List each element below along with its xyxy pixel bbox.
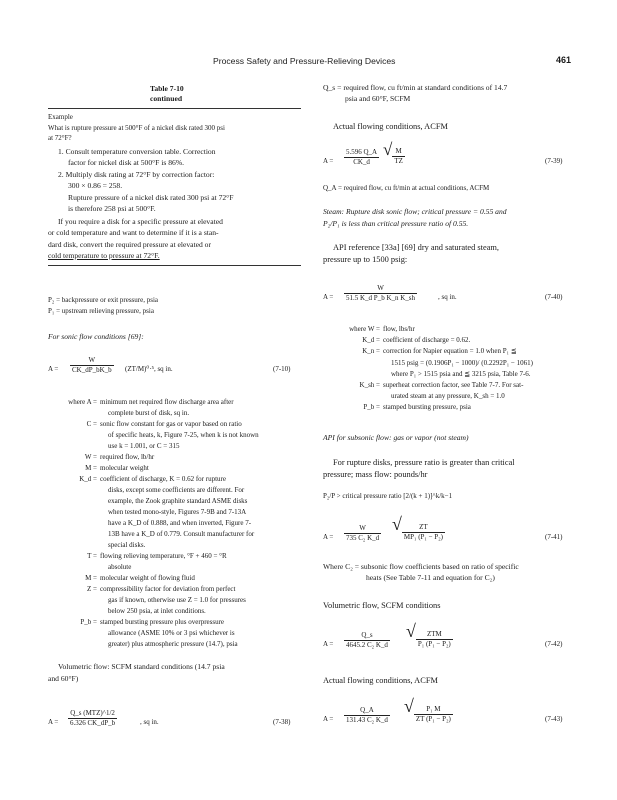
eq-7-38-denominator: 6.326 CK_dP_b (70, 719, 116, 728)
eq-7-39-number: (7-39) (545, 157, 563, 165)
eq-7-40-lhs: A = (323, 293, 334, 301)
eq-7-41-lhs: A = (323, 533, 334, 541)
eq-7-42-root-den: P₁ (P₁ − P₂) (417, 640, 451, 649)
running-header-title: Process Safety and Pressure-Relieving Devices (213, 56, 396, 66)
eq-7-38-lhs: A = (48, 718, 59, 726)
eq-7-39-root-den: TZ (394, 157, 403, 166)
critical-ratio-line: P₂/P > critical pressure ratio [2/(k + 1)]^k/k−1 (323, 492, 453, 500)
c2-definition-2: heats (See Table 7-11 and equation for C₂) (366, 573, 495, 582)
eq-7-10-numerator: W (70, 356, 114, 366)
left-where-term: where A = (68, 398, 97, 406)
eq-7-43-root: √ $\frac{\text{P₁ M}}{\text{ZT (P₁ − P₂)}}$ (404, 696, 451, 724)
volumetric-scfm-heading: Volumetric flow, SCFM conditions (323, 601, 441, 610)
note-3: dard disk, convert the required pressure at elevated or (48, 240, 211, 249)
steam-note-1: Steam: Rupture disk sonic flow; critical pressure = 0.55 and (323, 207, 507, 216)
eq-7-42-fraction (344, 631, 390, 651)
eq-7-42-number: (7-42) (545, 640, 563, 648)
right-where-definition: 1515 psig = (0.1906P₁ − 1000)/ (0.2292P₁ − 1061) (391, 358, 533, 367)
c2-definition-1: Where C₂ = subsonic flow coefficients based on ratio of specific (323, 562, 519, 571)
eq-7-42-numerator: Q_s (344, 631, 390, 641)
qs-definition-1: Q_s = required flow, cu ft/min at standard conditions of 14.7 (323, 83, 508, 92)
left-where-definition: stamped bursting pressure plus overpressure (100, 618, 225, 626)
eq-7-10-lhs: A = (48, 365, 59, 373)
page-number: 461 (556, 55, 572, 65)
right-where-definition: flow, lbs/hr (383, 325, 415, 333)
right-where-definition: stamped bursting pressure, psia (383, 403, 471, 412)
right-where-definition: superheat correction factor, see Table 7-7. For sat- (383, 381, 524, 389)
eq-7-41-number: (7-41) (545, 533, 563, 541)
eq-7-10-denominator: CK_dP_bK_b (72, 366, 112, 375)
api-reference-2: pressure up to 1500 psig: (323, 255, 408, 264)
right-where-list (323, 325, 583, 420)
left-where-definition: use k = 1.001, or C = 315 (108, 442, 180, 450)
left-where-definition: molecular weight of flowing fluid (100, 574, 195, 582)
left-where-definition: flowing relieving temperature, °F + 460 = °R (100, 552, 227, 560)
right-where-definition: where P₁ > 1515 psia and ≦ 3215 psia, Table 7-6. (391, 369, 531, 378)
step-2a: 2. Multiply disk rating at 72°F by correction factor: (58, 170, 215, 179)
note-4: cold temperature to pressure at 72°F. (48, 251, 160, 260)
table-subtitle: continued (150, 94, 183, 103)
left-where-definition: when tested mono-style, Figures 7-9B and 7-13A (108, 508, 247, 516)
right-where-term: where W = (349, 325, 380, 333)
left-where-term: Z = (87, 585, 97, 593)
left-where-term: M = (85, 464, 97, 472)
steam-note-2: P₂/P₁ is less than critical pressure ratio of 0.55. (323, 219, 469, 228)
eq-7-42-lhs: A = (323, 640, 334, 648)
left-where-definition: sonic flow constant for gas or vapor based on ratio (100, 420, 242, 428)
left-where-definition: allowance (ASME 10% or 3 psi whichever is (108, 629, 235, 637)
eq-7-39-root: √ $\frac{M}{TZ}$ (383, 140, 403, 166)
p1-definition: P₁ = upstream relieving pressure, psia (48, 307, 154, 315)
note-2: or cold temperature and want to determine if it is a stan- (48, 228, 219, 237)
right-where-term: K_d = (362, 336, 380, 345)
right-where-term: P_b = (363, 403, 380, 412)
eq-7-41-numerator: W (344, 524, 381, 534)
eq-7-41-root-num: ZT (402, 523, 445, 533)
eq-7-42-root-num: ZTM (416, 630, 453, 640)
eq-7-39-numerator: 5.596 Q_A (344, 148, 379, 158)
subsonic-text-1: For rupture disks, pressure ratio is greater than critical (333, 458, 515, 467)
left-where-term: M = (85, 574, 97, 582)
example-label: Example (48, 113, 73, 121)
left-where-definition: compressibility factor for deviation from perfect (100, 585, 236, 593)
eq-7-43-lhs: A = (323, 715, 334, 723)
eq-7-40-number: (7-40) (545, 293, 563, 301)
left-where-definition: molecular weight (100, 464, 149, 472)
subsonic-text-2: pressure; mass flow: pounds/hr (323, 470, 428, 479)
left-where-definition: 13B have a K_D of 0.779. Consult manufacturer for (108, 530, 255, 538)
api-reference-1: API reference [33a] [69] dry and saturated steam, (333, 243, 500, 252)
qs-definition-2: psia and 60°F, SCFM (345, 94, 411, 103)
left-where-definition: minimum net required flow discharge area after (100, 398, 234, 406)
left-where-term: K_d = (79, 475, 97, 483)
left-where-term: C = (86, 420, 97, 428)
left-where-definition: special disks. (108, 541, 146, 549)
eq-7-41-root-den: MP₁ (P₁ − P₂) (403, 533, 443, 542)
subsonic-heading: API for subsonic flow: gas or vapor (not steam) (323, 433, 469, 442)
left-where-definition: gas if known, otherwise use Z = 1.0 for pressures (108, 596, 246, 604)
eq-7-43-root-num: P₁ M (414, 705, 453, 715)
left-where-definition: below 250 psia, at inlet conditions. (108, 607, 206, 615)
eq-7-43-numerator: Q_A (344, 706, 390, 716)
left-where-definition: required flow, lb/hr (100, 453, 155, 461)
p2-definition: P₂ = backpressure or exit pressure, psia (48, 296, 158, 304)
step-3a: Rupture pressure of a nickel disk rated 300 psi at 72°F (68, 193, 234, 202)
table-title: Table 7-10 (150, 84, 184, 93)
eq-7-39-lhs: A = (323, 157, 334, 165)
left-where-definition: coefficient of discharge, K = 0.62 for rupture (100, 475, 226, 483)
eq-7-43-fraction (344, 706, 390, 726)
left-where-term: P_b = (80, 618, 97, 626)
right-where-term: K_n = (362, 347, 380, 356)
note-1: If you require a disk for a specific pressure at elevated (58, 217, 223, 226)
eq-7-39-fraction (344, 148, 379, 168)
eq-7-39-root-num: M (392, 147, 405, 157)
left-where-definition: greater) plus atmospheric pressure (14.7), psia (108, 640, 238, 648)
left-where-definition: absolute (108, 563, 132, 571)
eq-7-38-numerator: Q_s (MTZ)^1/2 (68, 709, 117, 719)
right-where-definition: correction for Napier equation = 1.0 when P₁ ≦ (383, 347, 517, 356)
right-where-definition: urated steam at any pressure, K_sh = 1.0 (391, 392, 505, 401)
right-where-definition: coefficient of discharge = 0.62. (383, 336, 471, 345)
step-2b: 300 × 0.86 = 258. (68, 181, 123, 190)
eq-7-38-rest: , sq in. (140, 718, 159, 726)
eq-7-41-denominator: 735 C₂ K_d (346, 534, 380, 543)
eq-7-40-rest: , sq in. (438, 293, 457, 301)
left-where-term: W = (84, 453, 97, 461)
step-3b: is therefore 258 psi at 500°F. (68, 204, 156, 213)
eq-7-38-number: (7-38) (273, 718, 291, 726)
eq-7-42-root: √ $\frac{\text{ZTM}}{\text{P₁ (P₁ − P₂)}}$ (406, 621, 451, 649)
qa-definition: Q_A = required flow, cu ft/min at actual conditions, ACFM (323, 184, 490, 192)
step-1a: 1. Consult temperature conversion table. Correction (58, 147, 216, 156)
eq-7-41-fraction (344, 524, 381, 544)
volumetric-heading-1: Volumetric flow: SCFM standard conditions (14.7 psia (58, 662, 225, 671)
left-where-term: T = (87, 552, 97, 560)
eq-7-39-denominator: CK_d (353, 158, 370, 167)
eq-7-40-denominator: 51.5 K_d P_b K_n K_sh (346, 294, 416, 303)
table-bottom-rule (48, 265, 301, 266)
left-where-list (48, 398, 308, 658)
acfm-heading: Actual flowing conditions, ACFM (333, 122, 448, 131)
left-where-definition: of specific heats, k, Figure 7-25, when k is not known (108, 431, 259, 439)
sonic-flow-heading: For sonic flow conditions [69]: (48, 332, 144, 341)
volumetric-heading-2: and 60°F) (48, 674, 79, 683)
step-1b: factor for nickel disk at 500°F is 86%. (68, 158, 185, 167)
left-where-definition: have a K_D of 0.888, and when inverted, Figure 7- (108, 519, 252, 527)
example-question-2: at 72°F? (48, 134, 72, 142)
left-where-definition: example, the Zook graphite standard ASME disks (108, 497, 248, 505)
eq-7-40-fraction (344, 284, 417, 304)
eq-7-43-denominator: 131.43 C₂ K_d (346, 716, 388, 725)
eq-7-38-fraction (68, 709, 117, 729)
example-question-1: What is rupture pressure at 500°F of a nickel disk rated 300 psi (48, 124, 225, 132)
left-where-definition: complete burst of disk, sq in. (108, 409, 190, 417)
left-where-definition: disks, except some coefficients are different. For (108, 486, 245, 494)
eq-7-40-numerator: W (344, 284, 417, 294)
eq-7-43-root-den: ZT (P₁ − P₂) (415, 715, 451, 724)
right-where-term: K_sh = (359, 381, 380, 389)
table-top-rule (48, 108, 301, 109)
eq-7-43-number: (7-43) (545, 715, 563, 723)
eq-7-10-number: (7-10) (273, 365, 291, 373)
eq-7-42-denominator: 4645.2 C₂ K_d (346, 641, 388, 650)
eq-7-41-root: √ $\frac{ZT}{\text{MP₁ (P₁ − P₂)}}$ (392, 514, 443, 542)
acfm-heading-2: Actual flowing conditions, ACFM (323, 676, 438, 685)
eq-7-10-fraction (70, 356, 114, 376)
eq-7-10-rest: (ZT/M)⁰·⁵, sq in. (125, 365, 173, 373)
